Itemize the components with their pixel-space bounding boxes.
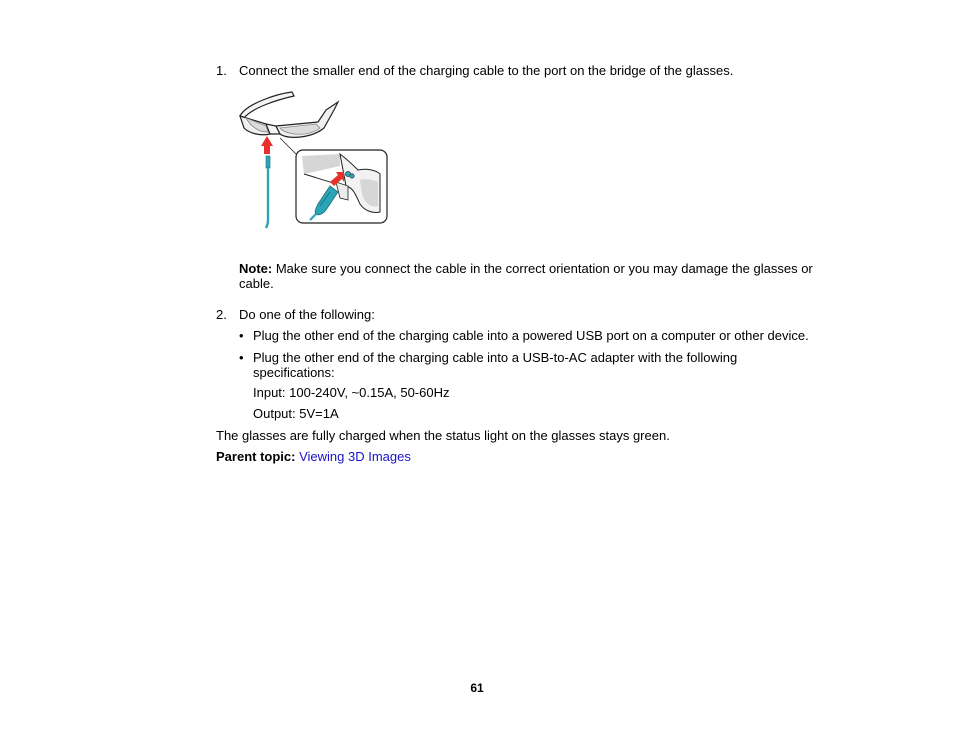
bullet-usb-ac-adapter: Plug the other end of the charging cable into a USB-to-AC adapter with the following specifications: bbox=[253, 350, 738, 380]
step-2-text: Do one of the following: bbox=[239, 307, 375, 322]
bullet-marker: • bbox=[239, 350, 244, 365]
bullet-marker: • bbox=[239, 328, 244, 343]
step-1-text: Connect the smaller end of the charging cable to the port on the bridge of the glasses. bbox=[239, 63, 734, 78]
note-label: Note: bbox=[239, 261, 273, 276]
spec-input: Input: 100-240V, ~0.15A, 50-60Hz bbox=[253, 385, 450, 400]
arrow-up-icon bbox=[261, 136, 273, 154]
zoom-inset bbox=[296, 150, 387, 223]
bullet-usb-port: Plug the other end of the charging cable into a powered USB port on a computer or other device. bbox=[253, 328, 809, 343]
charged-status-text: The glasses are fully charged when the status light on the glasses stays green. bbox=[216, 428, 670, 443]
parent-topic bbox=[216, 449, 411, 464]
parent-topic-label: Parent topic: bbox=[216, 449, 296, 464]
note-text: Make sure you connect the cable in the correct orientation or you may damage the glasses or cable. bbox=[239, 261, 813, 291]
parent-topic-link[interactable]: Viewing 3D Images bbox=[299, 449, 411, 464]
cable-icon bbox=[266, 156, 270, 228]
page-number: 61 bbox=[470, 681, 484, 695]
spec-output: Output: 5V=1A bbox=[253, 406, 339, 421]
charging-cable-glasses-illustration bbox=[236, 88, 390, 230]
step-2-number: 2. bbox=[216, 307, 227, 322]
step-1-number: 1. bbox=[216, 63, 227, 78]
glasses-icon bbox=[240, 92, 338, 137]
note-paragraph bbox=[239, 261, 829, 291]
